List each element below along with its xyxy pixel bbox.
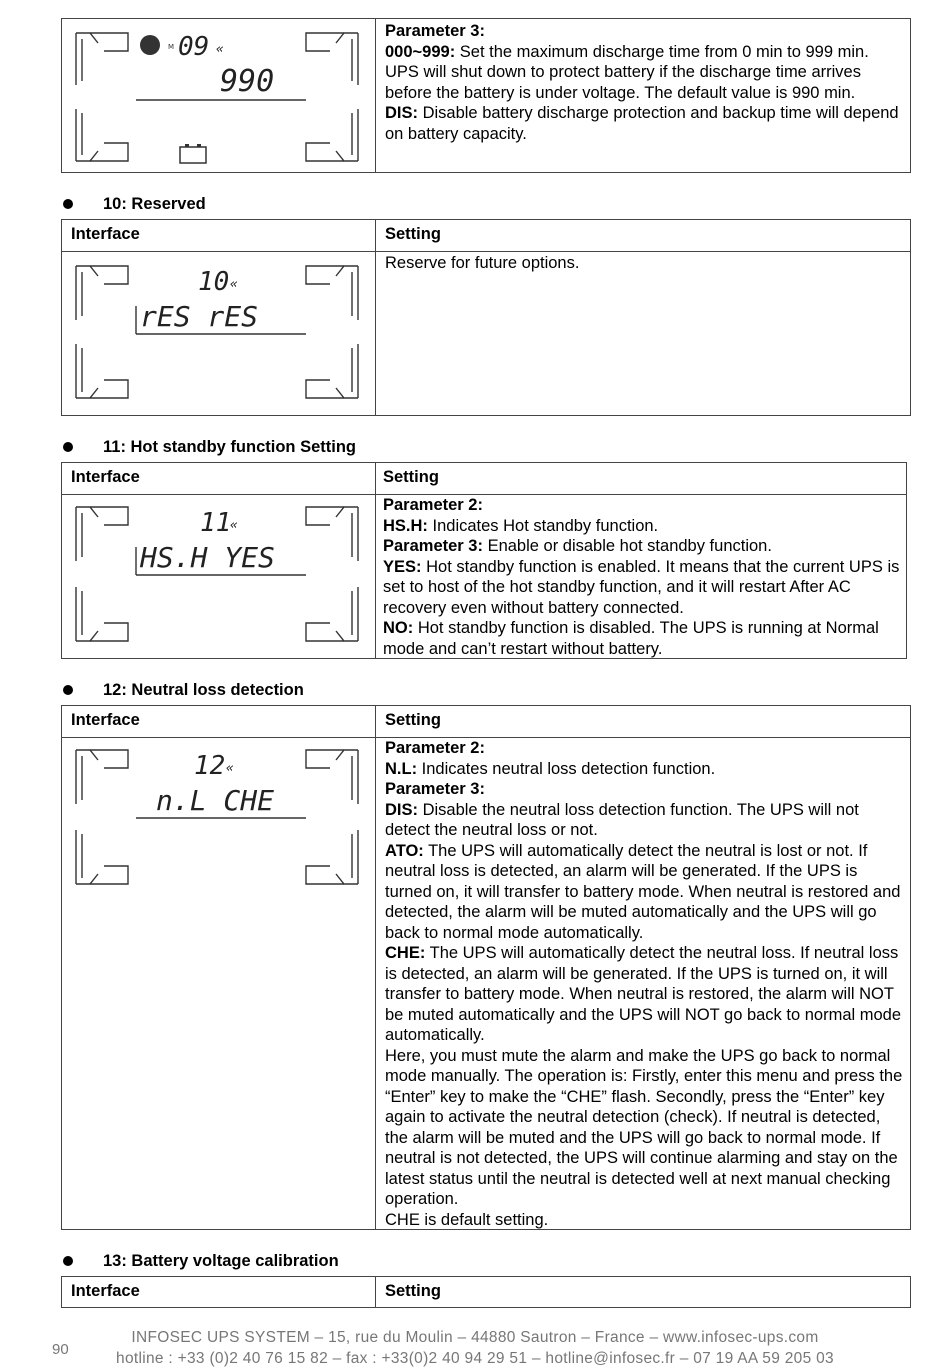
col-setting: Setting [385,225,441,243]
svg-text:«: « [226,761,234,776]
setting-text: Parameter 2: N.L: Indicates neutral loss detection function. Parameter 3: DIS: Disable the neutral loss detection function. The UPS will not detect the neutral loss or not. ATO: The UPS will automatically detect the neutral is lost or not. If neutral loss is detected, an alarm will be generated. If the UPS is turned on, it will transfer to battery mode. When neutral is restored and detected, the alarm will be muted automatically and the UPS will go back to normal mode automatically. CHE: The UPS will automatically detect the neutral loss. If neutral loss is detected, an alarm will be generated. If the UPS is turned on, it will transfer to battery mode. When neutral is restored, the alarm will NOT be muted automatically and the UPS will NOT go back to normal mode automatically. Here, you must mute the alarm and make the UPS go back to normal mode manually. The operation is: Firstly, enter this menu and press the “Enter” key to make the “CHE” flash. Secondly, press the “Enter” key again to activate the neutral detection (check). If neutral is detected, the alarm will be muted and the UPS will go back to normal mode. If neutral is not detected, the UPS will continue alarming and stay on the latest status until the neutral is detected well at next manual checking operation. CHE is default setting. [385,739,903,1229]
bullet-icon [63,1256,73,1266]
setting-text: Reserve for future options. [385,254,580,272]
col-interface: Interface [71,1282,140,1300]
footer-contact: hotline : +33 (0)2 40 76 15 82 – fax : +33(0)2 40 94 29 51 – hotline@infosec.fr – 07 19 AA 59 205 03 [116,1350,834,1367]
col-setting: Setting [385,1282,441,1300]
page-number: 90 [52,1341,69,1358]
lcd-main-value: rES rES [140,300,259,333]
footer-address: INFOSEC UPS SYSTEM – 15, rue du Moulin – 44880 Sautron – France – www.infosec-ups.com [131,1329,819,1346]
bullet-icon [63,442,73,452]
table-section-13 [61,1276,911,1308]
col-setting: Setting [383,468,439,486]
lcd-display-10 [70,258,364,406]
lcd-top-value: 12 [194,751,226,781]
table-section-9-continued [61,18,911,173]
table-section-11 [61,462,907,659]
table-section-10 [61,219,911,416]
col-setting: Setting [385,711,441,729]
battery-icon [180,147,206,163]
lcd-main-value: 990 [220,64,275,99]
lcd-top-value: 09 [178,32,210,62]
col-interface: Interface [71,711,140,729]
setting-text: Parameter 2: HS.H: Indicates Hot standby function. Parameter 3: Enable or disable hot standby function. YES: Hot standby function is enabled. It means that the current UPS is set to host of the hot standby function, and it will restart After AC recovery even without battery connected. NO: Hot standby function is disabled. The UPS is running at Normal mode and can’t restart without battery. [383,496,900,658]
bullet-icon [63,685,73,695]
bullet-icon [63,199,73,209]
col-interface: Interface [71,468,140,486]
col-interface: Interface [71,225,140,243]
svg-text:«: « [230,277,238,292]
table-section-12 [61,705,911,1230]
lcd-top-value: 11 [200,508,232,538]
lcd-display-11 [70,499,364,649]
lcd-main-value: HS.H YES [140,541,275,574]
svg-text:M: M [168,43,175,51]
svg-text:«: « [230,518,238,533]
svg-text:«: « [216,42,224,57]
setting-text: Parameter 3: 000~999: Set the maximum discharge time from 0 min to 999 min. UPS will shut down to protect battery if the discharge time arrives before the battery is under voltage. The default value is 990 min. DIS: Disable battery discharge protection and backup time will depend on battery capacity. [385,22,899,143]
lcd-main-value: n.L CHE [156,784,275,817]
lcd-top-value: 10 [198,267,230,297]
lcd-display-12 [70,742,364,892]
lcd-display-09 [70,25,364,169]
